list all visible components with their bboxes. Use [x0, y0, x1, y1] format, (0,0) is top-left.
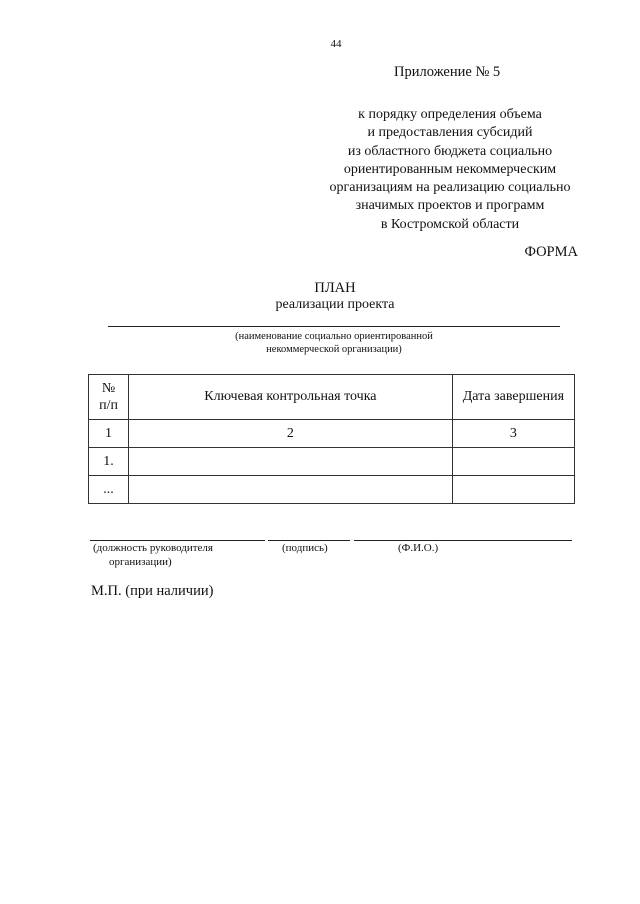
basis-line: и предоставления субсидий [367, 125, 533, 141]
header-number-line2: п/п [99, 398, 118, 413]
basis-line: к порядку определения объема [358, 107, 542, 122]
appendix-basis [300, 106, 600, 234]
full-name-caption: (Ф.И.О.) [398, 542, 439, 554]
end-date-cell[interactable] [452, 448, 574, 476]
plan-table [88, 374, 575, 504]
row-number: 1. [89, 448, 129, 476]
numbering-cell: 1 [89, 420, 129, 448]
full-name-line[interactable] [354, 540, 572, 541]
plan-title: ПЛАН [314, 280, 356, 296]
position-caption [93, 541, 263, 569]
form-label: ФОРМА [524, 244, 578, 260]
end-date-cell[interactable] [452, 476, 574, 504]
header-number-line1: № [101, 381, 116, 396]
table-numbering-row [89, 420, 575, 448]
basis-line: из областного бюджета социально [347, 143, 553, 159]
plan-subtitle: реализации проекта [275, 297, 395, 312]
position-caption-line1: (должность руководителя [93, 542, 213, 554]
checkpoint-cell[interactable] [129, 476, 453, 504]
basis-line: в Костромской области [380, 216, 520, 232]
table-row [89, 448, 575, 476]
org-caption-line: некоммерческой организации) [266, 344, 402, 355]
org-name-line[interactable] [108, 326, 560, 327]
basis-line: организациям на реализацию социально [329, 180, 571, 196]
basis-line: ориентированным некоммерческим [343, 161, 557, 177]
appendix-label: Приложение № 5 [394, 64, 501, 80]
table-header-row [89, 375, 575, 420]
header-checkpoint: Ключевая контрольная точка [129, 375, 453, 420]
org-caption-line: (наименование социально ориентированной [235, 331, 433, 342]
row-number: ... [89, 476, 129, 504]
header-number [89, 375, 129, 420]
org-name-caption [198, 330, 470, 356]
header-end-date: Дата завершения [452, 375, 574, 420]
numbering-cell: 3 [452, 420, 574, 448]
stamp-note: М.П. (при наличии) [91, 583, 214, 599]
page-number: 44 [330, 38, 342, 50]
basis-line: значимых проектов и программ [355, 198, 545, 214]
signature-caption: (подпись) [282, 542, 328, 554]
table-row [89, 476, 575, 504]
position-caption-line2: организации) [109, 556, 172, 568]
numbering-cell: 2 [129, 420, 453, 448]
checkpoint-cell[interactable] [129, 448, 453, 476]
